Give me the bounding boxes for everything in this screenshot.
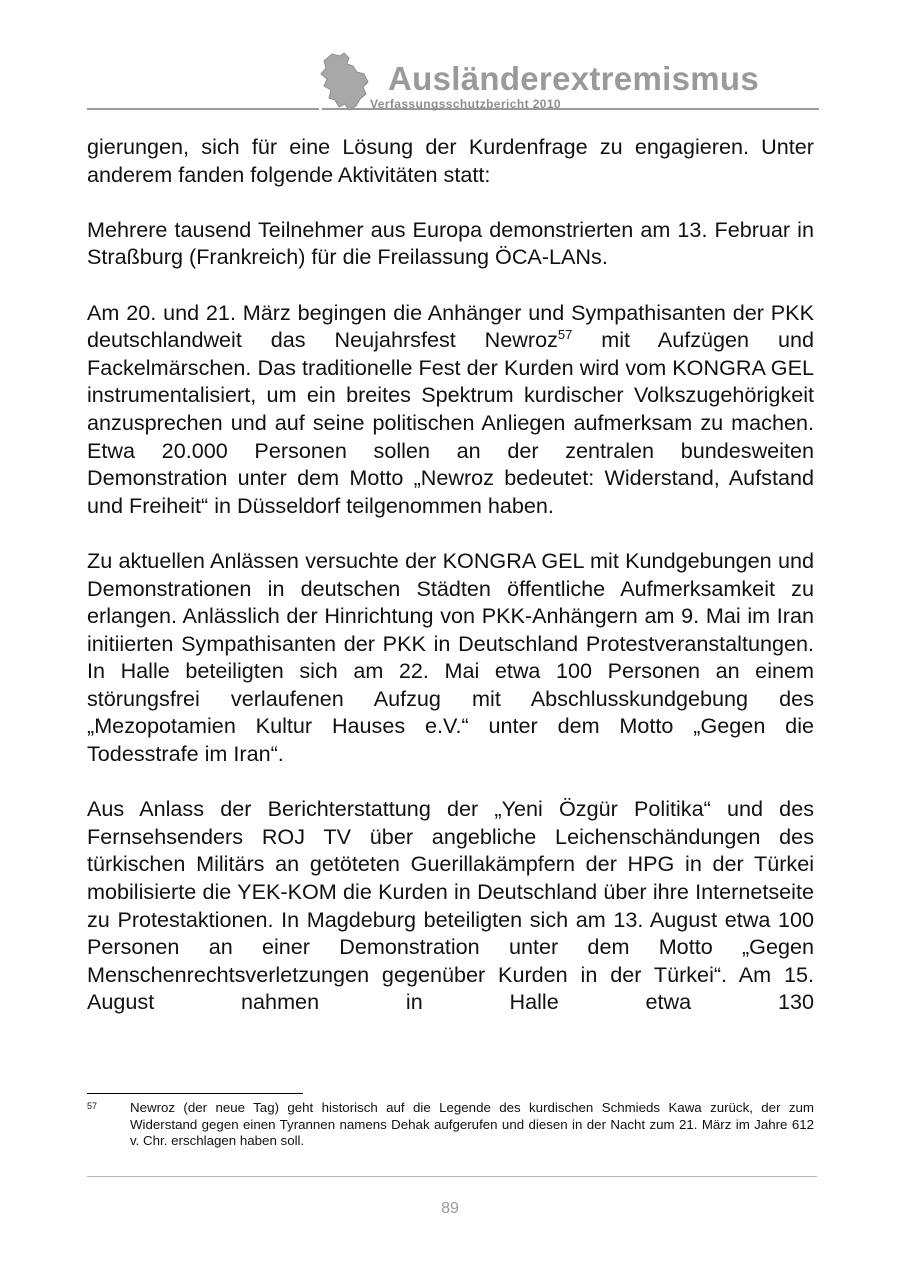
- saxony-anhalt-map-icon: [318, 52, 372, 112]
- paragraph: Aus Anlass der Berichterstattung der „Yeni Özgür Politika“ und des Fernsehsenders ROJ TV über angebliche Leichenschändungen des türkischen Militärs an getöteten Guerillakämpfern der HPG in der Türkei mobilisierte die YEK-KOM die Kurden in Deutschland über ihre Internetseite zu Protestaktionen. In Magdeburg beteiligten sich am 13. August etwa 100 Personen an einer Demonstration unter dem Motto „Gegen Menschenrechtsverletzungen gegenüber Kurden in der Türkei“. Am 15. August nahmen in Halle etwa 130: [87, 796, 814, 1015]
- footnote-separator: [87, 1093, 303, 1094]
- footnote-text: Newroz (der neue Tag) geht historisch auf die Legende des kurdischen Schmieds Kawa zurück, der zum Widerstand gegen einen Tyrannen namens Dehak aufgerufen und diesen in der Nacht zum 21. März im Jahre 612 v. Chr. erschlagen haben soll.: [130, 1100, 814, 1148]
- header-subtitle: Verfassungsschutzbericht 2010: [370, 97, 562, 111]
- paragraph-with-footnote-ref: [87, 299, 814, 520]
- header-rule-left: [87, 108, 319, 110]
- footer-rule: [87, 1176, 817, 1177]
- body-text: [87, 133, 814, 1016]
- page-number: 89: [441, 1200, 459, 1217]
- paragraph: Mehrere tausend Teilnehmer aus Europa demonstrierten am 13. Februar in Straßburg (Frankreich) für die Freilassung ÖCA-LANs.: [87, 216, 814, 270]
- paragraph: Zu aktuellen Anlässen versuchte der KONGRA GEL mit Kundgebungen und Demonstrationen in deutschen Städten öffentliche Aufmerksamkeit zu erlangen. Anlässlich der Hinrichtung von PKK-Anhängern am 9. Mai im Iran initiierten Sympathisanten der PKK in Deutschland Protestveranstaltungen. In Halle beteiligten sich am 22. Mai etwa 100 Personen an einem störungsfrei verlaufenen Aufzug mit Abschlusskundgebung des „Mezopotamien Kultur Hauses e.V.“ unter dem Motto „Gegen die Todesstrafe im Iran“.: [87, 547, 814, 767]
- paragraph-text-before-ref: Am 20. und 21. März begingen die Anhänger und Sympathisanten der PKK deutschlandweit das Neujahrsfest Newroz: [87, 299, 814, 353]
- footnote-number: 57: [87, 1101, 98, 1111]
- paragraph-text-after-ref: mit Aufzügen und Fackelmärschen. Das traditionelle Fest der Kurden wird vom KONGRA GEL instrumentalisiert, um ein breites Spektrum kurdischer Volkszugehörigkeit anzusprechen und auf seine politischen Anliegen aufmerksam zu machen. Etwa 20.000 Personen sollen an der zentralen bundesweiten Demonstration unter dem Motto „Newroz bedeutet: Widerstand, Aufstand und Freiheit“ in Düsseldorf teilgenommen haben.: [87, 327, 814, 518]
- header-title: Ausländerextremismus: [388, 60, 759, 97]
- footnote: [87, 1100, 814, 1150]
- page-header: [0, 0, 900, 120]
- footnote-reference[interactable]: 57: [557, 326, 573, 342]
- paragraph: gierungen, sich für eine Lösung der Kurdenfrage zu engagieren. Unter anderem fanden folgende Aktivitäten statt:: [87, 134, 814, 187]
